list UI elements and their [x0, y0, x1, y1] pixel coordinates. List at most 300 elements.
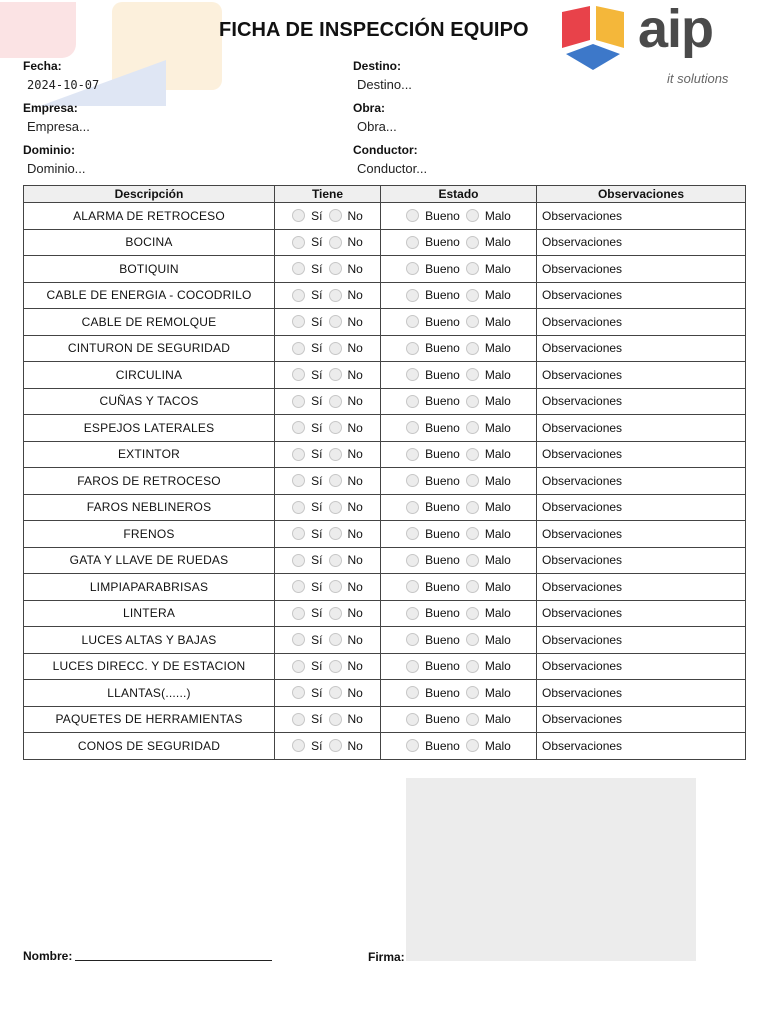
- observaciones-input[interactable]: Observaciones: [537, 441, 746, 468]
- tiene-option-0[interactable]: [292, 394, 322, 408]
- estado-option-1[interactable]: [466, 580, 511, 594]
- estado-option-label: Malo: [484, 420, 511, 435]
- observaciones-input[interactable]: Observaciones: [537, 600, 746, 627]
- nombre-signature-line[interactable]: [75, 960, 272, 961]
- table-row: [24, 706, 746, 733]
- radio-button[interactable]: [466, 554, 479, 567]
- tiene-cell: [275, 521, 381, 548]
- tiene-cell: [275, 706, 381, 733]
- tiene-cell: [275, 574, 381, 601]
- radio-button[interactable]: [466, 315, 479, 328]
- tiene-option-1[interactable]: [329, 262, 363, 276]
- estado-cell: [381, 441, 537, 468]
- radio-button[interactable]: [466, 421, 479, 434]
- item-description: LINTERA: [24, 600, 275, 627]
- tiene-option-label: Sí: [311, 394, 323, 409]
- tiene-option-0[interactable]: [292, 739, 322, 753]
- tiene-option-1[interactable]: [329, 580, 363, 594]
- tiene-option-label: Sí: [311, 288, 323, 303]
- estado-option-1[interactable]: [466, 527, 511, 541]
- radio-button[interactable]: [406, 501, 419, 514]
- radio-button[interactable]: [466, 633, 479, 646]
- tiene-option-1[interactable]: [329, 315, 363, 329]
- estado-cell: [381, 733, 537, 760]
- estado-option-label: Malo: [484, 473, 511, 488]
- radio-button[interactable]: [406, 607, 419, 620]
- radio-button[interactable]: [406, 474, 419, 487]
- radio-button[interactable]: [466, 474, 479, 487]
- item-description: LUCES DIRECC. Y DE ESTACION: [24, 653, 275, 680]
- nombre-label: Nombre:: [23, 949, 73, 963]
- estado-option-1[interactable]: [466, 659, 511, 673]
- tiene-option-label: No: [347, 579, 363, 594]
- tiene-option-1[interactable]: [329, 633, 363, 647]
- tiene-option-0[interactable]: [292, 633, 322, 647]
- tiene-cell: [275, 282, 381, 309]
- estado-cell: [381, 203, 537, 230]
- estado-option-label: Bueno: [425, 367, 460, 382]
- radio-button[interactable]: [292, 289, 305, 302]
- radio-button[interactable]: [329, 554, 342, 567]
- observaciones-input[interactable]: Observaciones: [537, 627, 746, 654]
- tiene-option-1[interactable]: [329, 474, 363, 488]
- radio-button[interactable]: [329, 474, 342, 487]
- radio-button[interactable]: [406, 554, 419, 567]
- radio-button[interactable]: [406, 448, 419, 461]
- observaciones-input[interactable]: Observaciones: [537, 256, 746, 283]
- radio-button[interactable]: [292, 262, 305, 275]
- radio-button[interactable]: [466, 580, 479, 593]
- destino-label: Destino:: [353, 59, 401, 73]
- radio-button[interactable]: [292, 633, 305, 646]
- tiene-option-label: Sí: [311, 500, 323, 515]
- radio-button[interactable]: [406, 686, 419, 699]
- estado-option-1[interactable]: [466, 686, 511, 700]
- tiene-option-1[interactable]: [329, 421, 363, 435]
- estado-option-1[interactable]: [466, 739, 511, 753]
- radio-button[interactable]: [329, 633, 342, 646]
- radio-button[interactable]: [466, 713, 479, 726]
- tiene-option-label: No: [347, 632, 363, 647]
- item-description: CONOS DE SEGURIDAD: [24, 733, 275, 760]
- tiene-option-1[interactable]: [329, 739, 363, 753]
- estado-option-0[interactable]: [406, 633, 460, 647]
- tiene-cell: [275, 441, 381, 468]
- radio-button[interactable]: [466, 342, 479, 355]
- radio-button[interactable]: [466, 448, 479, 461]
- tiene-option-label: No: [347, 420, 363, 435]
- empresa-input[interactable]: Empresa...: [27, 119, 90, 134]
- radio-button[interactable]: [292, 342, 305, 355]
- radio-button[interactable]: [329, 448, 342, 461]
- tiene-cell: [275, 335, 381, 362]
- estado-option-0[interactable]: [406, 500, 460, 514]
- logo-subtitle: it solutions: [667, 71, 729, 86]
- estado-option-0[interactable]: [406, 553, 460, 567]
- tiene-option-0[interactable]: [292, 447, 322, 461]
- estado-cell: [381, 256, 537, 283]
- estado-option-label: Malo: [484, 394, 511, 409]
- estado-option-label: Malo: [484, 447, 511, 462]
- tiene-option-0[interactable]: [292, 235, 322, 249]
- tiene-option-1[interactable]: [329, 527, 363, 541]
- radio-button[interactable]: [292, 501, 305, 514]
- estado-option-0[interactable]: [406, 606, 460, 620]
- tiene-option-0[interactable]: [292, 315, 322, 329]
- item-description: CINTURON DE SEGURIDAD: [24, 335, 275, 362]
- tiene-option-label: No: [347, 367, 363, 382]
- radio-button[interactable]: [406, 580, 419, 593]
- radio-button[interactable]: [466, 262, 479, 275]
- estado-option-1[interactable]: [466, 553, 511, 567]
- tiene-option-label: No: [347, 314, 363, 329]
- tiene-option-1[interactable]: [329, 606, 363, 620]
- tiene-option-0[interactable]: [292, 288, 322, 302]
- header-observaciones: Observaciones: [537, 186, 746, 203]
- radio-button[interactable]: [406, 342, 419, 355]
- table-row: [24, 494, 746, 521]
- conductor-input[interactable]: Conductor...: [357, 161, 428, 176]
- radio-button[interactable]: [292, 660, 305, 673]
- estado-option-label: Malo: [484, 208, 511, 223]
- radio-button[interactable]: [329, 580, 342, 593]
- radio-button[interactable]: [292, 315, 305, 328]
- tiene-option-label: No: [347, 473, 363, 488]
- radio-button[interactable]: [406, 289, 419, 302]
- estado-option-label: Malo: [484, 288, 511, 303]
- radio-button[interactable]: [406, 713, 419, 726]
- estado-option-label: Bueno: [425, 447, 460, 462]
- estado-option-label: Bueno: [425, 394, 460, 409]
- radio-button[interactable]: [406, 209, 419, 222]
- estado-cell: [381, 494, 537, 521]
- tiene-option-label: No: [347, 738, 363, 753]
- estado-option-label: Malo: [484, 579, 511, 594]
- estado-option-0[interactable]: [406, 580, 460, 594]
- estado-option-0[interactable]: [406, 527, 460, 541]
- radio-button[interactable]: [329, 368, 342, 381]
- radio-button[interactable]: [466, 527, 479, 540]
- radio-button[interactable]: [466, 209, 479, 222]
- tiene-option-0[interactable]: [292, 500, 322, 514]
- tiene-option-1[interactable]: [329, 288, 363, 302]
- tiene-option-1[interactable]: [329, 209, 363, 223]
- tiene-option-0[interactable]: [292, 686, 322, 700]
- observaciones-input[interactable]: Observaciones: [537, 282, 746, 309]
- tiene-option-0[interactable]: [292, 527, 322, 541]
- radio-button[interactable]: [329, 236, 342, 249]
- tiene-option-1[interactable]: [329, 686, 363, 700]
- estado-option-label: Bueno: [425, 288, 460, 303]
- item-description: CIRCULINA: [24, 362, 275, 389]
- table-row: [24, 282, 746, 309]
- estado-option-0[interactable]: [406, 262, 460, 276]
- tiene-option-1[interactable]: [329, 447, 363, 461]
- observaciones-input[interactable]: Observaciones: [537, 706, 746, 733]
- radio-button[interactable]: [329, 289, 342, 302]
- tiene-option-label: No: [347, 712, 363, 727]
- tiene-option-label: Sí: [311, 420, 323, 435]
- radio-button[interactable]: [406, 236, 419, 249]
- item-description: CABLE DE ENERGIA - COCODRILO: [24, 282, 275, 309]
- conductor-label: Conductor:: [353, 143, 418, 157]
- estado-option-label: Bueno: [425, 420, 460, 435]
- observaciones-input[interactable]: Observaciones: [537, 680, 746, 707]
- estado-option-label: Malo: [484, 606, 511, 621]
- observaciones-input[interactable]: Observaciones: [537, 468, 746, 495]
- radio-button[interactable]: [292, 527, 305, 540]
- estado-option-0[interactable]: [406, 712, 460, 726]
- tiene-option-0[interactable]: [292, 262, 322, 276]
- estado-option-0[interactable]: [406, 288, 460, 302]
- estado-option-label: Bueno: [425, 606, 460, 621]
- item-description: BOTIQUIN: [24, 256, 275, 283]
- radio-button[interactable]: [329, 527, 342, 540]
- observaciones-input[interactable]: Observaciones: [537, 733, 746, 760]
- estado-cell: [381, 309, 537, 336]
- radio-button[interactable]: [292, 236, 305, 249]
- tiene-option-0[interactable]: [292, 341, 322, 355]
- tiene-option-label: Sí: [311, 632, 323, 647]
- radio-button[interactable]: [329, 660, 342, 673]
- radio-button[interactable]: [292, 580, 305, 593]
- radio-button[interactable]: [329, 262, 342, 275]
- observaciones-input[interactable]: Observaciones: [537, 494, 746, 521]
- radio-button[interactable]: [292, 448, 305, 461]
- estado-option-1[interactable]: [466, 288, 511, 302]
- estado-option-1[interactable]: [466, 262, 511, 276]
- tiene-option-label: No: [347, 235, 363, 250]
- tiene-option-label: No: [347, 526, 363, 541]
- estado-option-1[interactable]: [466, 394, 511, 408]
- radio-button[interactable]: [329, 607, 342, 620]
- item-description: FAROS NEBLINEROS: [24, 494, 275, 521]
- estado-option-1[interactable]: [466, 606, 511, 620]
- radio-button[interactable]: [466, 739, 479, 752]
- tiene-option-1[interactable]: [329, 394, 363, 408]
- radio-button[interactable]: [329, 395, 342, 408]
- radio-button[interactable]: [466, 686, 479, 699]
- tiene-option-label: Sí: [311, 314, 323, 329]
- table-row: [24, 547, 746, 574]
- tiene-option-1[interactable]: [329, 712, 363, 726]
- radio-button[interactable]: [466, 607, 479, 620]
- radio-button[interactable]: [406, 262, 419, 275]
- tiene-option-1[interactable]: [329, 368, 363, 382]
- tiene-option-0[interactable]: [292, 659, 322, 673]
- estado-option-0[interactable]: [406, 315, 460, 329]
- item-description: GATA Y LLAVE DE RUEDAS: [24, 547, 275, 574]
- radio-button[interactable]: [329, 342, 342, 355]
- observaciones-input[interactable]: Observaciones: [537, 547, 746, 574]
- observaciones-input[interactable]: Observaciones: [537, 653, 746, 680]
- radio-button[interactable]: [292, 554, 305, 567]
- tiene-option-0[interactable]: [292, 474, 322, 488]
- radio-button[interactable]: [329, 315, 342, 328]
- dominio-input[interactable]: Dominio...: [27, 161, 86, 176]
- radio-button[interactable]: [406, 527, 419, 540]
- destino-input[interactable]: Destino...: [357, 77, 412, 92]
- radio-button[interactable]: [292, 209, 305, 222]
- radio-button[interactable]: [329, 739, 342, 752]
- estado-option-0[interactable]: [406, 341, 460, 355]
- table-row: [24, 521, 746, 548]
- radio-button[interactable]: [466, 660, 479, 673]
- estado-option-label: Bueno: [425, 473, 460, 488]
- tiene-option-1[interactable]: [329, 659, 363, 673]
- radio-button[interactable]: [466, 289, 479, 302]
- radio-button[interactable]: [292, 607, 305, 620]
- observaciones-input[interactable]: Observaciones: [537, 415, 746, 442]
- estado-option-1[interactable]: [466, 235, 511, 249]
- tiene-option-label: No: [347, 606, 363, 621]
- tiene-cell: [275, 627, 381, 654]
- tiene-option-0[interactable]: [292, 209, 322, 223]
- estado-option-1[interactable]: [466, 633, 511, 647]
- radio-button[interactable]: [406, 395, 419, 408]
- observaciones-input[interactable]: Observaciones: [537, 362, 746, 389]
- estado-option-0[interactable]: [406, 394, 460, 408]
- radio-button[interactable]: [466, 395, 479, 408]
- observaciones-input[interactable]: Observaciones: [537, 521, 746, 548]
- estado-option-1[interactable]: [466, 368, 511, 382]
- estado-option-label: Malo: [484, 367, 511, 382]
- radio-button[interactable]: [466, 236, 479, 249]
- radio-button[interactable]: [329, 686, 342, 699]
- estado-option-1[interactable]: [466, 341, 511, 355]
- tiene-option-1[interactable]: [329, 500, 363, 514]
- tiene-cell: [275, 415, 381, 442]
- item-description: CABLE DE REMOLQUE: [24, 309, 275, 336]
- estado-cell: [381, 335, 537, 362]
- estado-option-1[interactable]: [466, 500, 511, 514]
- radio-button[interactable]: [292, 421, 305, 434]
- estado-option-1[interactable]: [466, 712, 511, 726]
- estado-option-label: Malo: [484, 738, 511, 753]
- radio-button[interactable]: [292, 368, 305, 381]
- estado-option-label: Bueno: [425, 341, 460, 356]
- estado-cell: [381, 229, 537, 256]
- estado-option-0[interactable]: [406, 368, 460, 382]
- estado-option-0[interactable]: [406, 421, 460, 435]
- estado-option-label: Malo: [484, 341, 511, 356]
- obra-input[interactable]: Obra...: [357, 119, 397, 134]
- radio-button[interactable]: [406, 421, 419, 434]
- tiene-option-label: Sí: [311, 367, 323, 382]
- tiene-cell: [275, 309, 381, 336]
- observaciones-input[interactable]: Observaciones: [537, 203, 746, 230]
- radio-button[interactable]: [329, 713, 342, 726]
- item-description: LLANTAS(......): [24, 680, 275, 707]
- tiene-option-1[interactable]: [329, 341, 363, 355]
- tiene-option-label: No: [347, 685, 363, 700]
- tiene-option-0[interactable]: [292, 553, 322, 567]
- observaciones-input[interactable]: Observaciones: [537, 229, 746, 256]
- estado-option-0[interactable]: [406, 686, 460, 700]
- tiene-option-0[interactable]: [292, 421, 322, 435]
- tiene-option-label: Sí: [311, 447, 323, 462]
- estado-option-1[interactable]: [466, 421, 511, 435]
- estado-option-0[interactable]: [406, 209, 460, 223]
- radio-button[interactable]: [466, 368, 479, 381]
- estado-option-0[interactable]: [406, 235, 460, 249]
- radio-button[interactable]: [292, 713, 305, 726]
- tiene-option-0[interactable]: [292, 368, 322, 382]
- radio-button[interactable]: [292, 395, 305, 408]
- observaciones-input[interactable]: Observaciones: [537, 335, 746, 362]
- radio-button[interactable]: [292, 739, 305, 752]
- estado-option-0[interactable]: [406, 739, 460, 753]
- tiene-option-1[interactable]: [329, 235, 363, 249]
- tiene-option-0[interactable]: [292, 580, 322, 594]
- tiene-option-1[interactable]: [329, 553, 363, 567]
- radio-button[interactable]: [406, 739, 419, 752]
- radio-button[interactable]: [292, 474, 305, 487]
- estado-option-0[interactable]: [406, 659, 460, 673]
- radio-button[interactable]: [406, 315, 419, 328]
- estado-cell: [381, 282, 537, 309]
- radio-button[interactable]: [329, 421, 342, 434]
- estado-cell: [381, 706, 537, 733]
- estado-cell: [381, 521, 537, 548]
- radio-button[interactable]: [406, 660, 419, 673]
- estado-option-label: Bueno: [425, 314, 460, 329]
- table-row: [24, 256, 746, 283]
- observaciones-input[interactable]: Observaciones: [537, 309, 746, 336]
- tiene-option-label: No: [347, 659, 363, 674]
- radio-button[interactable]: [292, 686, 305, 699]
- tiene-option-label: No: [347, 341, 363, 356]
- estado-option-1[interactable]: [466, 474, 511, 488]
- radio-button[interactable]: [329, 209, 342, 222]
- estado-option-label: Malo: [484, 712, 511, 727]
- radio-button[interactable]: [329, 501, 342, 514]
- estado-option-label: Malo: [484, 685, 511, 700]
- radio-button[interactable]: [466, 501, 479, 514]
- estado-option-0[interactable]: [406, 447, 460, 461]
- estado-cell: [381, 415, 537, 442]
- tiene-cell: [275, 362, 381, 389]
- estado-option-label: Bueno: [425, 208, 460, 223]
- estado-option-1[interactable]: [466, 447, 511, 461]
- estado-cell: [381, 680, 537, 707]
- estado-option-1[interactable]: [466, 315, 511, 329]
- tiene-cell: [275, 680, 381, 707]
- header-estado: Estado: [381, 186, 537, 203]
- estado-option-label: Bueno: [425, 579, 460, 594]
- estado-option-label: Malo: [484, 500, 511, 515]
- radio-button[interactable]: [406, 633, 419, 646]
- estado-cell: [381, 627, 537, 654]
- estado-option-1[interactable]: [466, 209, 511, 223]
- fecha-input[interactable]: 2024-10-07: [27, 78, 100, 92]
- tiene-option-0[interactable]: [292, 606, 322, 620]
- observaciones-input[interactable]: Observaciones: [537, 388, 746, 415]
- tiene-option-0[interactable]: [292, 712, 322, 726]
- tiene-cell: [275, 468, 381, 495]
- estado-option-0[interactable]: [406, 474, 460, 488]
- table-row: [24, 627, 746, 654]
- observaciones-input[interactable]: Observaciones: [537, 574, 746, 601]
- tiene-option-label: No: [347, 553, 363, 568]
- signature-pad[interactable]: [406, 778, 696, 961]
- radio-button[interactable]: [406, 368, 419, 381]
- inspection-table: [23, 185, 746, 760]
- item-description: FAROS DE RETROCESO: [24, 468, 275, 495]
- table-row: [24, 600, 746, 627]
- table-row: [24, 415, 746, 442]
- tiene-cell: [275, 388, 381, 415]
